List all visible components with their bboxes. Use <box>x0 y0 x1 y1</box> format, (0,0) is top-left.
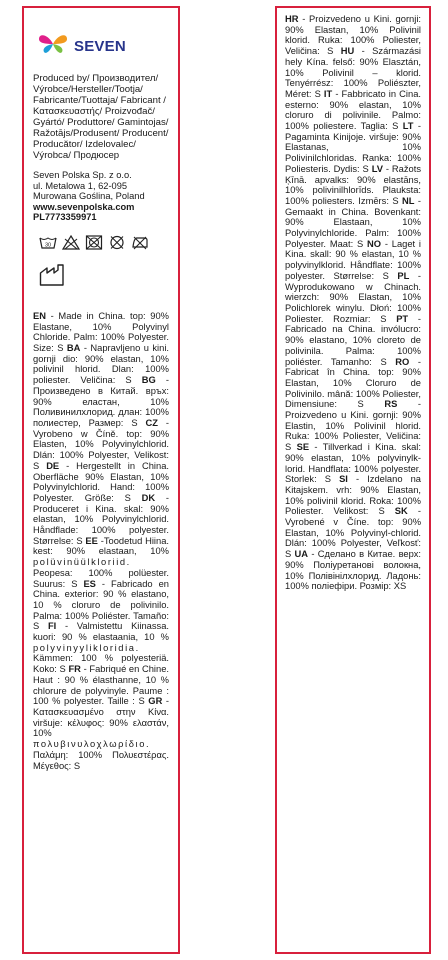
city: Murowana Goślina, Poland <box>33 191 145 202</box>
language-code: HU <box>340 46 355 57</box>
composition-segment: - Tillverkad i Kina. skal: 90% elastan, 10% polyvinylk-lorid. Handflata: 100% polyester. Storlek: S <box>285 442 421 485</box>
composition-segment: polyvinyylikloridia. <box>33 642 140 653</box>
language-code: BG <box>141 375 156 386</box>
label-panel-right <box>275 6 431 954</box>
composition-segment: polüvinüülkloriid. <box>33 557 131 568</box>
composition-segment: -Toodetud Hiina. kest: 90% elastaan, 10% <box>33 535 169 557</box>
composition-segment: - Fabriqué en Chine. Haut : 90 % élasthanne, 10 % chlorure de polyvinyle. Paume : 100 % polyester. Taille : S <box>33 664 169 707</box>
language-code: RO <box>395 356 410 367</box>
language-code: PT <box>396 313 409 324</box>
label-panel-left <box>22 6 180 954</box>
composition-segment: - Fabbricato in Cina. esterno: 90% elastan, 10% cloruro di polivinile. Palmo: 100% poliestere. Taglia: S <box>285 88 421 132</box>
language-code: DE <box>46 460 60 471</box>
composition-segment: - Proizvedeno u Kini. gornji: 90% Elastan, 10% Polivinil klorid. Ruka: 100% Poliester, Veličina: S <box>285 14 421 57</box>
care-icons <box>39 235 169 255</box>
language-code: ES <box>83 578 96 589</box>
brand-name: SEVEN <box>74 38 126 55</box>
composition-segment: - Wyprodukowano w Chinach. wierzch: 90% Elastan, 10% Polichlorek winylu. Dłoń: 100% Poliester. Rozmiar: S <box>285 270 421 324</box>
composition-segment: - Fabricat în China. top: 90% Elastan, 10% Cloruro de Polivinilo. mână: 100% Poliester, Dimensiune: S <box>285 356 421 410</box>
svg-text:30: 30 <box>44 242 52 249</box>
composition-segment: - Ražots Ķīnā. apvalks: 90% elastāns, 10% polivinilhlorīds. Plauksta: 100% poliesters. Izmērs: S <box>285 163 421 206</box>
composition-segment: Kämmen: 100 % polyesteriä. Koko: S <box>33 653 169 675</box>
no-bleach-icon <box>62 235 80 255</box>
no-tumble-dry-icon <box>85 235 103 255</box>
composition-segment: - Származási hely Kína. felső: 90% Elasztán, 10% Polivinil – klorid. Tenyérrész: 100% Poliészter, Méret: S <box>285 46 421 99</box>
composition-segment: πολυβινυλοχλωρίδιο. <box>33 739 151 750</box>
composition-segment: - Valmistettu Kiinassa. kuori: 90 % elastaania, 10 % <box>33 621 169 643</box>
language-code: GR <box>148 696 163 707</box>
produced-by-text: Produced by/ Производител/ Výrobce/Hersteller/Tootja/ Fabricante/Tuottaja/ Fabricant /Κατασκευαστής/ Proizvođač/ Gyártó/ Produttore/ Gamintojas/ Ražotājs/Produsent/ Producent/ Producător/ Izdelovalec/ Výrobca/ Продюсер <box>33 73 169 161</box>
language-code: SE <box>296 442 310 453</box>
vat-number: PL7773359971 <box>33 212 97 223</box>
composition-segment: - Fabricado en China. exterior: 90 % elastano, 10 % cloruro de polivinilo. Palma: 100% Poliéster. Tamaño: S <box>33 578 169 632</box>
composition-segment: - Gemaakt in China. Bovenkant: 90% Elastaan, 10% Polyvinylchloride. Palm: 100% Polyester. Maat: S <box>285 195 421 249</box>
language-code: LV <box>371 163 383 174</box>
no-iron-icon <box>131 235 149 255</box>
composition-text-right <box>285 14 421 592</box>
composition-segment: - Vyrobené v Číne. top: 90% Elastan, 10% Polyvinyl-chlorid. Dlán: 100% Polyester, Veľkosť: S <box>285 506 421 560</box>
composition-segment: - Произведено в Китай. връх: 90% еластан, 10% Поливинилхлорид. длан: 100% полиестер, Размер: S <box>33 375 169 428</box>
language-code: FI <box>47 621 57 632</box>
website: www.sevenpolska.com <box>33 201 135 212</box>
language-code: HR <box>285 14 299 24</box>
language-code: BA <box>66 343 81 354</box>
language-code: CZ <box>145 418 158 428</box>
composition-segment: - Made in China. top: 90% Elastane, 10% Polyvinyl Chloride. Palm: 100% Polyester. Size: S <box>33 310 169 354</box>
language-code: IT <box>323 88 333 99</box>
producer-address <box>33 170 169 223</box>
composition-segment: Παλάμη: 100% Πολυεστέρας. Μέγεθος: S <box>33 749 169 771</box>
language-code: PL <box>397 270 410 281</box>
language-code: UA <box>294 549 309 560</box>
street: ul. Metalowa 1, 62-095 <box>33 180 128 191</box>
composition-segment: - Vyrobeno w Číně. top: 90% Elasten, 10% Polyvinylchlorid. Dlán: 100% Polyester, Velikost: S <box>33 418 169 471</box>
composition-segment: - Produceret i Kina. skal: 90% elastan, 10% Polyvinylchlorid. Håndflade: 100% polyester. Størrelse: S <box>33 492 169 546</box>
composition-segment: - Pagaminta Kinijoje. viršuje: 90% Elastanas, 10% Polivinilchloridas. Ranka: 100% Poliesteris. Dydis: S <box>285 121 421 174</box>
language-code: LT <box>402 121 414 132</box>
butterfly-logo-icon <box>36 32 70 61</box>
language-code: NL <box>402 195 415 206</box>
company-name: Seven Polska Sp. z o.o. <box>33 170 132 180</box>
composition-segment: - Hergestellt in China. Oberfläche 90% Elastan, 10% Polyvinylchlorid. Hand: 100% Polyester. Größe: S <box>33 460 169 503</box>
brand-logo <box>36 32 169 61</box>
composition-segment: - Laget i Kina. skall: 90 % elastan, 10 % polyvinylklorid. Håndflate: 100% polyester. Størrelse: S <box>285 238 422 281</box>
factory-icon <box>39 264 169 291</box>
composition-segment: - Κατασκευασμένο στην Κίνα. viršuje: κέλυφος: 90% ελαστάν, 10% <box>33 696 169 739</box>
language-code: FR <box>68 664 81 675</box>
composition-text-left <box>33 311 169 771</box>
composition-segment: - Izdelano na Kitajskem. vrh: 90% Elastan, 10% polivinil klorid. Roka: 100% Poliester. Velikost: S <box>285 474 421 517</box>
composition-segment: - Сделано в Китае. верх: 90% Поліуретанові волокна, 10% Полівінілхлорид. Ладонь: 100% поліефіри. Розмір: XS <box>285 549 421 592</box>
no-dry-clean-icon <box>108 235 126 255</box>
language-code: EN <box>33 310 46 321</box>
language-code: SI <box>339 474 348 485</box>
composition-segment: - Fabricado na China. invólucro: 90% elastano, 10% cloreto de polivinila. Palma: 100% poliéster. Tamanho: S <box>285 313 421 367</box>
wash-30-icon <box>39 235 57 255</box>
language-code: DK <box>141 492 156 503</box>
composition-segment: Peopesa: 100% polüester. Suurus: S <box>33 567 169 589</box>
composition-segment: - Napravljeno u kini. gornji dio: 90% elastan, 10% polivinil hlorid. Dlan: 100% poliester. Veličina: S <box>33 343 169 386</box>
language-code: EE <box>85 535 98 546</box>
language-code: SK <box>394 506 408 517</box>
language-code: RS <box>384 399 398 410</box>
composition-segment: - Proizvedeno u Kini. gornji: 90% Elastin, 10% Polivinil hlorid. Ruka: 100% Poliester, Veličina: S <box>285 399 421 453</box>
language-code: NO <box>367 238 382 249</box>
